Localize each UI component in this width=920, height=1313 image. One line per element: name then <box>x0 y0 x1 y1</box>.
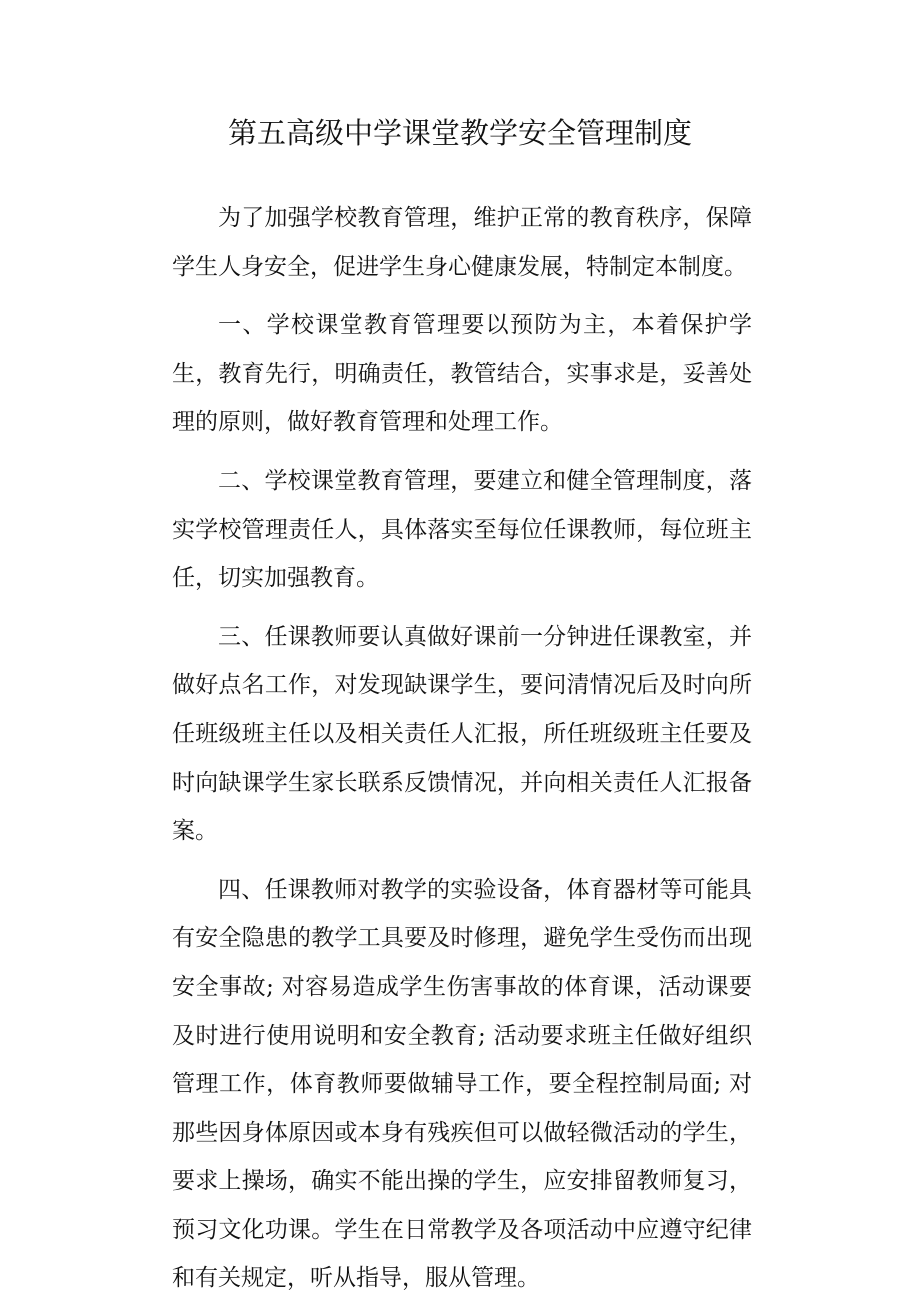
paragraph-item-3: 三、任课教师要认真做好课前一分钟进任课教室，并做好点名工作，对发现缺课学生，要问清情况后及时向所任班级班主任以及相关责任人汇报，所任班级班主任要及时向缺课学生家长联系反馈情况，并向相关责任人汇报备案。 <box>172 623 752 845</box>
document-title: 第五高级中学课堂教学安全管理制度 <box>227 116 692 150</box>
document-body <box>172 194 752 1313</box>
paragraph-item-2: 二、学校课堂教育管理，要建立和健全管理制度，落实学校管理责任人，具体落实至每位任课教师，每位班主任，切实加强教育。 <box>172 467 752 592</box>
paragraph-item-4: 四、任课教师对教学的实验设备，体育器材等可能具有安全隐患的教学工具要及时修理，避免学生受伤而出现安全事故; 对容易造成学生伤害事故的体育课，活动课要及时进行使用说明和安全教育; 活动要求班主任做好组织管理工作，体育教师要做辅导工作，要全程控制局面; 对那些因身体原因或本身有残疾但可以做轻微活动的学生，要求上操场，确实不能出操的学生，应安排留教师复习，预习文化功课。学生在日常教学及各项活动中应遵守纪律和有关规定，听从指导，服从管理。 <box>172 876 752 1292</box>
paragraph-item-1: 一、学校课堂教育管理要以预防为主，本着保护学生，教育先行，明确责任，教管结合，实事求是，妥善处理的原则，做好教育管理和处理工作。 <box>172 312 752 436</box>
paragraph-intro: 为了加强学校教育管理，维护正常的教育秩序，保障学生人身安全，促进学生身心健康发展，特制定本制度。 <box>172 205 752 280</box>
